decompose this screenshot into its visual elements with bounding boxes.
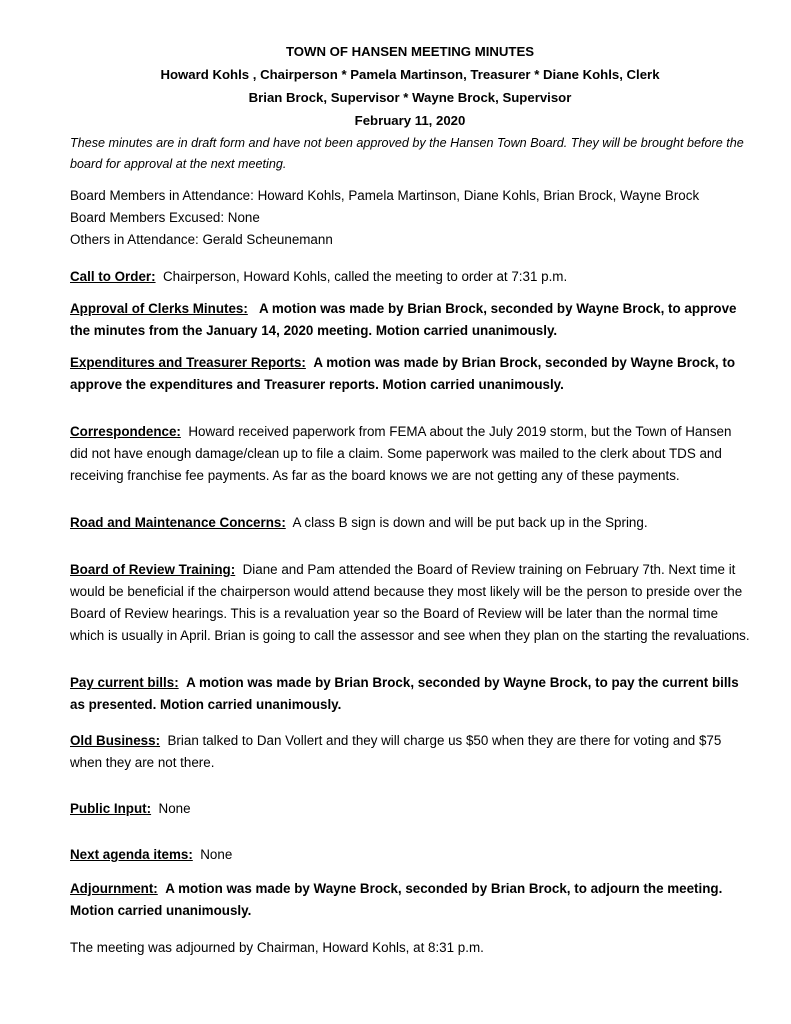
section-adjournment — [70, 878, 750, 922]
section-text: A motion was made by Wayne Brock, seconded by Brian Brock, to adjourn the meeting. Motion carried unanimously. — [70, 881, 723, 918]
attendance-others: Others in Attendance: Gerald Scheunemann — [70, 232, 333, 247]
section-label: Pay current bills: — [70, 675, 179, 690]
draft-note: These minutes are in draft form and have not been approved by the Hansen Town Board. They will be brought before the board for approval at the next meeting. — [70, 136, 744, 171]
document-title: TOWN OF HANSEN MEETING MINUTES — [285, 44, 535, 59]
attendance-present: Board Members in Attendance: Howard Kohls, Pamela Martinson, Diane Kohls, Brian Brock, Wayne Brock — [70, 188, 700, 203]
section-label: Road and Maintenance Concerns: — [70, 515, 286, 530]
section-correspondence — [70, 421, 750, 487]
section-text: A motion was made by Brian Brock, seconded by Wayne Brock, to approve the expenditures and Treasurer reports. Motion carried unanimously. — [70, 355, 736, 392]
meeting-date: February 11, 2020 — [354, 113, 466, 128]
section-next-agenda — [70, 844, 750, 866]
section-road-maintenance — [70, 512, 750, 534]
attendance-excused: Board Members Excused: None — [70, 210, 260, 225]
section-text: Chairperson, Howard Kohls, called the meeting to order at 7:31 p.m. — [163, 269, 568, 284]
section-text: Diane and Pam attended the Board of Review training on February 7th. Next time it would be beneficial if the chairperson would attend because they most likely will be the person to preside over the Board of Review hearings. This is a revaluation year so the Board of Review will be later than the normal time which is usually in April. Brian is going to call the assessor and see when they plan on the starting the revaluations. — [70, 562, 750, 643]
minutes-page — [70, 40, 750, 959]
section-text: Brian talked to Dan Vollert and they will charge us $50 when they are there for voting and $75 when they are not there. — [70, 733, 722, 770]
section-label: Public Input: — [70, 801, 152, 816]
section-text: Howard received paperwork from FEMA about the July 2019 storm, but the Town of Hansen did not have enough damage/clean up to file a claim. Some paperwork was mailed to the clerk about TDS and receiving franchise fee payments. As far as the board knows we are not getting any of these payments. — [70, 424, 732, 483]
section-pay-bills — [70, 672, 750, 716]
officers-line-2: Brian Brock, Supervisor * Wayne Brock, Supervisor — [248, 90, 572, 105]
section-label: Approval of Clerks Minutes: — [70, 301, 248, 316]
document-header — [70, 40, 750, 132]
section-review-training — [70, 559, 750, 647]
section-label: Board of Review Training: — [70, 562, 236, 577]
section-text: None — [200, 847, 233, 862]
section-label: Correspondence: — [70, 424, 181, 439]
section-text: None — [158, 801, 191, 816]
section-label: Expenditures and Treasurer Reports: — [70, 355, 306, 370]
section-label: Adjournment: — [70, 881, 158, 896]
section-text: A motion was made by Brian Brock, seconded by Wayne Brock, to approve the minutes from the January 14, 2020 meeting. Motion carried unanimously. — [70, 301, 737, 338]
section-expenditures — [70, 352, 750, 396]
officers-line-1: Howard Kohls , Chairperson * Pamela Martinson, Treasurer * Diane Kohls, Clerk — [160, 67, 660, 82]
section-label: Call to Order: — [70, 269, 156, 284]
section-text: A class B sign is down and will be put back up in the Spring. — [292, 515, 648, 530]
section-clerk-minutes — [70, 298, 750, 342]
section-label: Old Business: — [70, 733, 161, 748]
attendance-block — [70, 185, 750, 251]
closing-statement: The meeting was adjourned by Chairman, Howard Kohls, at 8:31 p.m. — [70, 940, 484, 955]
section-public-input — [70, 798, 750, 820]
section-call-to-order — [70, 266, 750, 288]
section-text: A motion was made by Brian Brock, seconded by Wayne Brock, to pay the current bills as presented. Motion carried unanimously. — [70, 675, 739, 712]
section-old-business — [70, 730, 750, 774]
section-label: Next agenda items: — [70, 847, 193, 862]
